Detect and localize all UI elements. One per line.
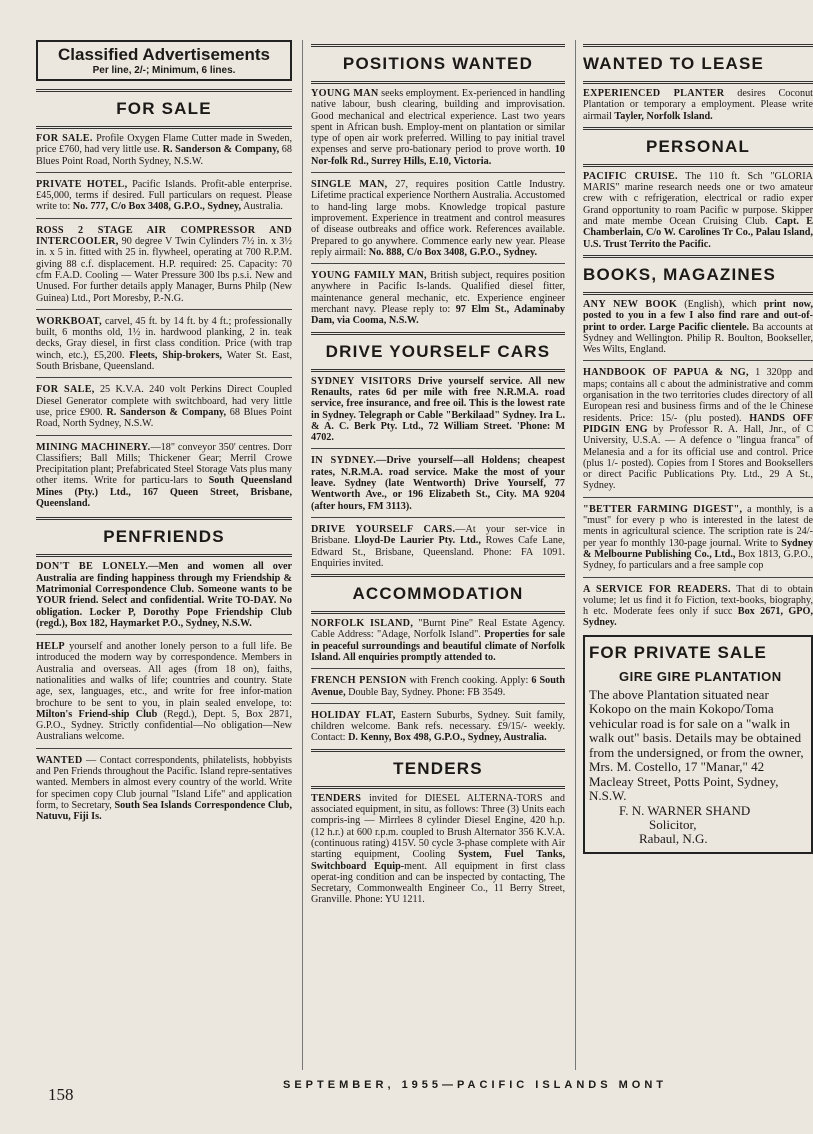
section-heading-accommodation: ACCOMMODATION: [352, 584, 524, 604]
ad-tail: ment. All equipment in first class operat-ing condition and can be inspected by contacting, The Secretary, Commonwealth Engineer Co., 11 Berry Street, Granville. Phone: YU 1211.: [311, 860, 565, 906]
classified-ad: [36, 755, 292, 823]
ad-text: 90 degree V Twin Cylinders 7½ in. x 3½ in. x 5 in. fitted with 25 in. flywheel, operating at 700 R.P.M. giving 88 c.f. displacement. H.P. required: 25. Capacity: 70 cfm F.A.D. Cooling — Water Pressure 300 lbs p.s.i. New and Unused. For further details apply Manager, Burns Philp (New Guinea) Ltd., Port Moresby, P.-N.G.: [36, 236, 292, 304]
ad-bold: R. Sanderson & Company,: [106, 406, 227, 418]
for-sale-ads: [36, 133, 292, 509]
boxad-signature-name: F. N. WARNER SHAND: [619, 802, 751, 818]
ad-bold: Drive yourself service. All new Renaults, rates 6d per mile with free N.R.M.A. road service, free insurance, and free oil. This is the lowest rate in Sydney. Telegraph or Cable "Berkilaad" Sydney. Ira L. & A. C. Berk Pty. Ltd., 72 William Street. 'Phone: M 4702.: [311, 375, 565, 444]
ad-tail: 68 Blues Point Road, North Sydney, N.S.W.: [36, 144, 292, 167]
ad-bold: No. 888, C/o Box 3408, G.P.O., Sydney.: [368, 246, 538, 258]
ad-lead: WORKBOAT,: [36, 315, 102, 327]
ad-bold: Fleets, Ship-brokers,: [129, 349, 222, 361]
classified-ad: [36, 384, 292, 429]
ad-lead: MINING MACHINERY.: [36, 441, 151, 453]
column-3: [583, 40, 813, 854]
classified-ad: [583, 584, 813, 629]
ad-bold: —Drive yourself—all Holdens; cheapest rates, N.R.M.A. road service. Make the most of your leave. Sydney (late Wentworth) Drive Yourself, 77 Wentworth Ave., or 196 Elizabeth St., City. MA 9204 (after hours, FM 3113).: [311, 455, 565, 512]
ad-text: a monthly, is a "must" for every p who is interested in the latest de ments in agricultural science. The scription rate is 24/- per year fo monthly 130-page journal. Write to: [583, 503, 813, 549]
ad-bold: Properties for sale in peaceful surroundings and beautiful climate of Norfolk Island. All enquiries promptly attended to.: [311, 629, 565, 663]
classified-ad: [36, 179, 292, 213]
ad-lead: YOUNG MAN: [311, 88, 379, 99]
ad-tail: Rowes Cafe Lane, Edward St., Brisbane, Queensland. Phone: FA 1091. Enquiries invited.: [311, 535, 566, 569]
boxad-subtitle: GIRE GIRE PLANTATION: [619, 668, 782, 684]
ad-tail: Double Bay, Sydney. Phone: FB 3549.: [345, 686, 506, 698]
ad-lead: YOUNG FAMILY MAN,: [311, 270, 427, 282]
ad-text: 1 320pp and maps; contains all c about the administrative and comm organisation in the two territories cludes directory of all European resi and business firms and of the le Chinese residents. Price: 15/- (plu posted).: [583, 367, 813, 424]
ad-text: The 110 ft. Sch "GLORIA MARIS" marine research needs one or two amateur crew with c refrigeration, electrical or radio exper Grand opportunity to roam Pacific w purpose. Skipper and mate membe Ocean Cruising Club.: [583, 170, 813, 228]
boxad-signature-title: Solicitor,: [649, 816, 697, 832]
boxad-text: The above Plantation situated near Kokopo on the main Kokopo/Toma vehicular road is for sale on a "walk in walk out" basis. Details may be obtained from the undersigned, or from the owner, Mrs. M. Costello, 17 "Manar," 42 Macleay Street, Potts Point, Sydney, N.S.W.: [589, 686, 804, 804]
accommodation-ads: [311, 618, 565, 744]
ad-text: Pacific Islands. Profit-able enterprise. £45,000, terms if desired. Full particulars on request. Please write to:: [36, 178, 293, 213]
classified-ad: [583, 504, 813, 572]
ad-lead: IN SYDNEY.: [311, 455, 377, 467]
positions-wanted-ads: [311, 88, 565, 327]
classified-title: Classified Advertisements: [58, 45, 270, 64]
classified-ad: [311, 793, 565, 906]
ad-text: 27, requires position Cattle Industry. Lifetime practical experience Northern Australia. Accustomed to hand-ling large mobs. Knowledge tropical pasture improvement. Experience in treatment and control measures of disease outbreaks and office work. References available. Prepared to go anywhere. Commence early new year. Please reply airmail:: [311, 179, 566, 258]
ad-bold: Milton's Friend-ship Club: [36, 708, 158, 720]
column-1: [36, 40, 292, 828]
ad-bold: 6 South Avenue,: [311, 675, 565, 698]
classified-ad: [36, 442, 292, 510]
section-heading-positions-wanted: POSITIONS WANTED: [342, 54, 534, 73]
classified-ad: [311, 455, 565, 511]
ad-text: British subject, requires position anywhere in Pacific Is-lands. Qualified diesel fitter, maintenance general mechanic, etc. Experience engineer merchant navy. Please reply to:: [311, 270, 565, 316]
ad-bold: 97 Elm St., Adaminaby Dam, via Cooma, N.S.W.: [311, 304, 565, 327]
page-number: 158: [48, 1085, 74, 1104]
column-divider: [575, 40, 576, 1070]
classified-ad: [583, 367, 813, 491]
ad-tail: 68 Blues Point Road, North Sydney, N.S.W.: [36, 406, 292, 430]
ad-lead: EXPERIENCED PLANTER: [583, 88, 725, 99]
ad-text: carvel, 45 ft. by 14 ft. by 4 ft.; professionally built, 6 months old, 1½ in. hardwood planking, 2 in. teak decks, Gray diesel, in first class condition. Price (with trap winch, etc.), £5,200.: [36, 315, 292, 361]
ad-bold: South Sea Islands Correspondence Club, Natuvu, Fiji Is.: [36, 799, 292, 823]
ad-text: desires Coconut Plantation or temporary a employment. Please write airmail: [583, 88, 813, 122]
ad-lead: HANDBOOK OF PAPUA & NG,: [583, 367, 749, 379]
classified-ad: [36, 225, 292, 304]
ad-text: — Contact correspondents, philatelists, hobbyists and Pen Friends throughout the Pacific. Island repre-sentatives wanted. Members in almost every country of the world. Write for specimen copy Club journal "Island Life" and application form, to Secretary,: [36, 754, 292, 811]
classified-ad: [311, 179, 565, 258]
classified-ad: [311, 618, 565, 663]
classified-ad: [583, 299, 813, 355]
ad-bold: D. Kenny, Box 498, G.P.O., Sydney, Australia.: [348, 732, 547, 744]
classified-ad: [311, 376, 565, 444]
ad-bold: print now, posted to you in a few I also find rare and out-of-print to order. Large Pacific clientele.: [583, 298, 813, 333]
section-heading-drive-yourself: DRIVE YOURSELF CARS: [325, 341, 551, 361]
classified-ad: [311, 675, 565, 698]
column-2: [311, 40, 565, 911]
classified-rates: Per line, 2/-; Minimum, 6 lines.: [92, 65, 236, 76]
ad-text: invited for DIESEL ALTERNA-TORS and associated equipment, in situ, as follows: Three (3) Units each compris-ing — Mirrlees 8 cylinder Diesel Engine, 420 h.p. (12 h.r.) at 600 r.p.m. coupled to Brush Alternator 356 K.V.A. (continuous rating) 415V. 50 cycle 3-phase complete with Air starting equipment, Cooling: [311, 792, 565, 861]
ad-text: yourself and another lonely person to a full life. Be introduced the modern way by correspondence. Members in Australia and overseas. All ages (from 18 on), faiths, nationalities and walks of life; countries and country. State age, sex, languages, etc., and write for free infor-mation brochure to be sent to you, in plain sealed envelope, to:: [36, 641, 292, 709]
ad-lead: FOR SALE,: [36, 384, 95, 396]
ad-text: —At your ser-vice in Brisbane.: [311, 523, 565, 547]
ad-lead: PRIVATE HOTEL,: [36, 178, 128, 190]
classified-ad: [583, 88, 813, 122]
ad-tail: Water St. East, South Brisbane, Queensland.: [36, 349, 293, 373]
ad-bold: System, Fuel Tanks, Switchboard Equip-: [311, 849, 565, 872]
ad-text: with French cooking. Apply:: [406, 675, 532, 687]
ad-lead: HELP: [36, 641, 65, 653]
ad-bold: HANDS OFF PIDGIN ENG: [583, 412, 813, 435]
ad-lead: SYDNEY VISITORS: [311, 375, 412, 387]
ad-bold: Tayler, Norfolk Island.: [614, 110, 713, 122]
ad-tail: by Professor R. A. Hall, Jnr., of C University, U.S.A. — A defence o "lingua franca" of Melanesia and a for its official use and control. Price (plus 1/- posted). Copies from I Stores and Booksellers or direct Pacific Publications Pty. Ltd., 29 A St., Sydney.: [583, 423, 813, 492]
ad-text: That di to obtain volume; let us find it fo Fiction, text-books, biography, h etc. Moderate fees only if succ: [583, 583, 813, 618]
ad-bold: Lloyd-De Laurier Pty. Ltd.,: [354, 535, 481, 547]
classified-header: [36, 40, 292, 81]
personal-ads: [583, 171, 813, 250]
section-heading-books: BOOKS, MAGAZINES: [583, 264, 776, 284]
ad-lead: A SERVICE FOR READERS.: [583, 583, 731, 595]
section-heading-wanted-to-lease: WANTED TO LEASE: [583, 54, 765, 73]
ad-lead: "BETTER FARMING DIGEST",: [583, 503, 743, 515]
ad-text: Profile Oxygen Flame Cutter made in Sweden, price £760, had very little use.: [36, 133, 292, 156]
section-heading-for-sale: FOR SALE: [116, 99, 212, 118]
ad-lead: HOLIDAY FLAT,: [311, 709, 396, 721]
classified-ad: [311, 270, 565, 326]
ad-tail: Australia.: [241, 201, 283, 213]
ad-text: 25 K.V.A. 240 volt Perkins Direct Coupled Diesel Generator complete with switchboard, had very little use, price £900.: [36, 384, 292, 418]
ad-text: "Burnt Pine" Real Estate Agency. Cable Address: "Adage, Norfolk Island".: [311, 618, 565, 641]
ad-text: (English), which: [677, 298, 764, 310]
ad-tail: Box 1813, G.P.O., Sydney, fo particulars and a free sample cop: [583, 548, 813, 572]
classified-ad: [311, 710, 565, 744]
ad-tail: (Regd.), Dept. 5, Box 2871, G.P.O., Sydney. Strictly confidential—No obligation—New Australians welcome.: [36, 708, 292, 743]
boxad-signature-place: Rabaul, N.G.: [639, 830, 708, 846]
column-divider: [302, 40, 303, 1070]
boxed-advertisement: [583, 635, 813, 854]
ad-text: —18" conveyor 350' centres. Dorr Classifiers; Ball Mills; Thickener Gear; Merril Crowe Precipitation plant; Prefabricated Steel Storage Vats plus many other items. Write for particu-lars to: [36, 441, 293, 487]
page-footer: [0, 1079, 801, 1109]
ad-bold: Sydney & Melbourne Publishing Co., Ltd.,: [583, 537, 813, 560]
ad-lead: ANY NEW BOOK: [583, 298, 678, 310]
ad-bold: —Men and women all over Australia are finding happiness through my Friendship & Matrimonial Correspondence Club. Someone wants to be YOUR friend. Select and confidential. Write TO-DAY. No obligation. Locker P, Dorothy Pope Friendship Club (regd.), Box 182, Haymarket P.O., Sydney, N.S.W.: [36, 561, 293, 629]
classified-ad: [36, 641, 292, 743]
ad-bold: 10 Nor-folk Rd., Surrey Hills, E.10, Victoria.: [311, 144, 565, 167]
ad-lead: FOR SALE.: [36, 133, 93, 144]
classified-ad: [311, 524, 565, 569]
section-heading-tenders: TENDERS: [393, 758, 483, 778]
classified-ad: [36, 561, 292, 629]
ad-lead: DON'T BE LONELY.: [36, 561, 149, 573]
boxad-title: FOR PRIVATE SALE: [589, 642, 767, 662]
ad-lead: TENDERS: [311, 792, 362, 804]
ad-bold: Capt. E Chamberlain, C/o W. Carolines Tr Co., Palau Island, U.S. Trust Territo the Pacific.: [583, 216, 813, 250]
ad-tail: Ba accounts at Sydney and Wellington. Philip R. Boulton, Bookseller, Wes Wilts, England.: [583, 321, 813, 356]
ad-lead: PACIFIC CRUISE.: [583, 170, 678, 182]
ad-lead: SINGLE MAN,: [311, 179, 388, 191]
ad-bold: South Queensland Mines (Pty.) Ltd., 167 Queen Street, Brisbane, Queensland.: [36, 475, 292, 510]
ad-bold: Box 2671, GPO, Sydney.: [583, 606, 813, 629]
penfriends-ads: [36, 561, 292, 822]
ad-lead: WANTED: [36, 754, 83, 766]
section-heading-penfriends: PENFRIENDS: [103, 527, 225, 547]
ad-text: Eastern Suburbs, Sydney. Suit family, children welcome. Bank refs. necessary. £9/15/- weekly. Contact:: [311, 709, 566, 744]
ad-lead: FRENCH PENSION: [311, 675, 407, 687]
ad-lead: ROSS 2 STAGE AIR COMPRESSOR AND INTERCOOLER,: [36, 224, 292, 248]
ad-lead: NORFOLK ISLAND,: [311, 618, 414, 630]
books-ads: [583, 299, 813, 629]
wanted-to-lease-ads: [583, 88, 813, 122]
ad-lead: DRIVE YOURSELF CARS.: [311, 523, 456, 535]
classified-ad: [583, 171, 813, 250]
tenders-ads: [311, 793, 565, 906]
classified-ad: [311, 88, 565, 167]
classified-ad: [36, 316, 292, 372]
section-heading-personal: PERSONAL: [645, 136, 751, 156]
ad-text: seeks employment. Ex-perienced in handling native labour, bush clearing, building and improvisation. Good mechanical and electrical experience. Last two years spent in African bush. Employ-ment on plantation or similar type of open air work preferred. Willing to pay initial travel expenses and serve pro-bationary period to prove worth.: [311, 88, 565, 156]
classified-ad: [36, 133, 292, 167]
ad-bold: R. Sanderson & Company,: [162, 144, 280, 156]
drive-yourself-ads: [311, 376, 565, 569]
ad-bold: No. 777, C/o Box 3408, G.P.O., Sydney,: [72, 201, 242, 213]
footer-running-title: SEPTEMBER, 1955—PACIFIC ISLANDS MONT: [283, 1079, 667, 1091]
